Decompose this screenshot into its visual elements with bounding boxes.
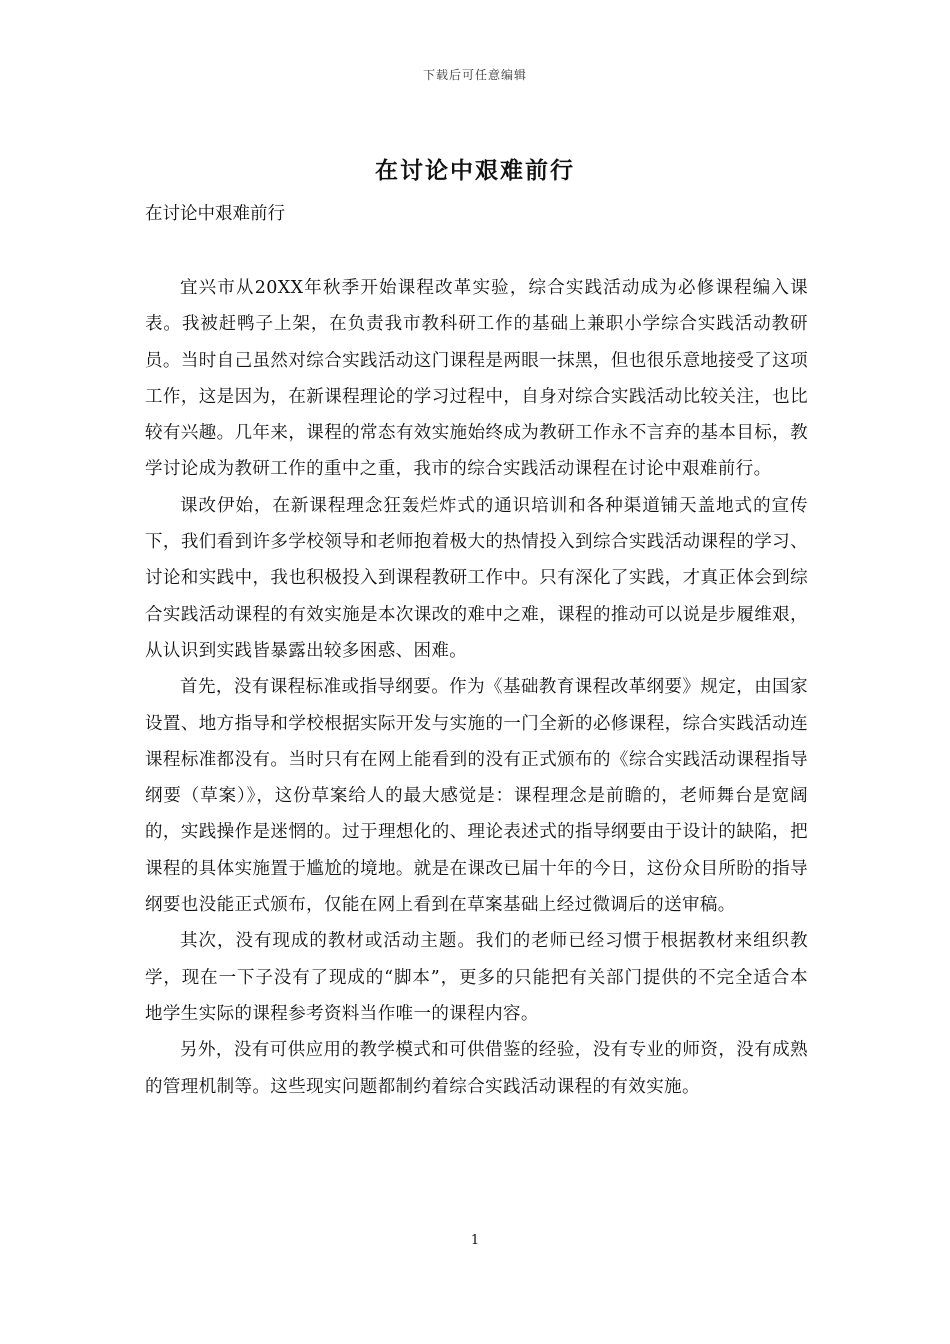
paragraph-4: 其次，没有现成的教材或活动主题。我们的老师已经习惯于根据教材来组织教学，现在一下子没有了现成的“脚本”，更多的只能把有关部门提供的不完全适合本地学生实际的课程参考资料当作唯一的课程内容。: [145, 931, 808, 1024]
paragraph-1: 宜兴市从20XX年秋季开始课程改革实验，综合实践活动成为必修课程编入课表。我被赶鸭子上架，在负责我市教科研工作的基础上兼职小学综合实践活动教研员。当时自己虽然对综合实践活动这门课程是两眼一抹黑，但也很乐意地接受了这项工作，这是因为，在新课程理论的学习过程中，自身对综合实践活动比较关注，也比较有兴趣。几年来，课程的常态有效实施始终成为教研工作永不言弃的基本目标，教学讨论成为教研工作的重中之重，我市的综合实践活动课程在讨论中艰难前行。: [145, 278, 808, 480]
paragraph-2: 课改伊始，在新课程理念狂轰烂炸式的通识培训和各种渠道铺天盖地式的宣传下，我们看到许多学校领导和老师抱着极大的热情投入到综合实践活动课程的学习、讨论和实践中，我也积极投入到课程教研工作中。只有深化了实践，才真正体会到综合实践活动课程的有效实施是本次课改的难中之难，课程的推动可以说是步履维艰，从认识到实践皆暴露出较多困惑、困难。: [145, 495, 808, 661]
page-header-note: 下载后可任意编辑: [422, 68, 527, 82]
document-body: [145, 270, 808, 1105]
page-number: 1: [470, 1233, 480, 1248]
paragraph-5: 另外，没有可供应用的教学模式和可供借鉴的经验，没有专业的师资，没有成熟的管理机制等。这些现实问题都制约着综合实践活动课程的有效实施。: [145, 1040, 808, 1097]
document-title: 在讨论中艰难前行: [375, 157, 575, 184]
document-subtitle: 在讨论中艰难前行: [145, 204, 285, 224]
paragraph-3: 首先，没有课程标准或指导纲要。作为《基础教育课程改革纲要》规定，由国家设置、地方指导和学校根据实际开发与实施的一门全新的必修课程，综合实践活动连课程标准都没有。当时只有在网上能看到的没有正式颁布的《综合实践活动课程指导纲要（草案）》，这份草案给人的最大感觉是：课程理念是前瞻的，老师舞台是宽阔的，实践操作是迷惘的。过于理想化的、理论表述式的指导纲要由于设计的缺陷，把课程的具体实施置于尴尬的境地。就是在课改已届十年的今日，这份众目所盼的指导纲要也没能正式颁布，仅能在网上看到在草案基础上经过微调后的送审稿。: [145, 677, 808, 916]
